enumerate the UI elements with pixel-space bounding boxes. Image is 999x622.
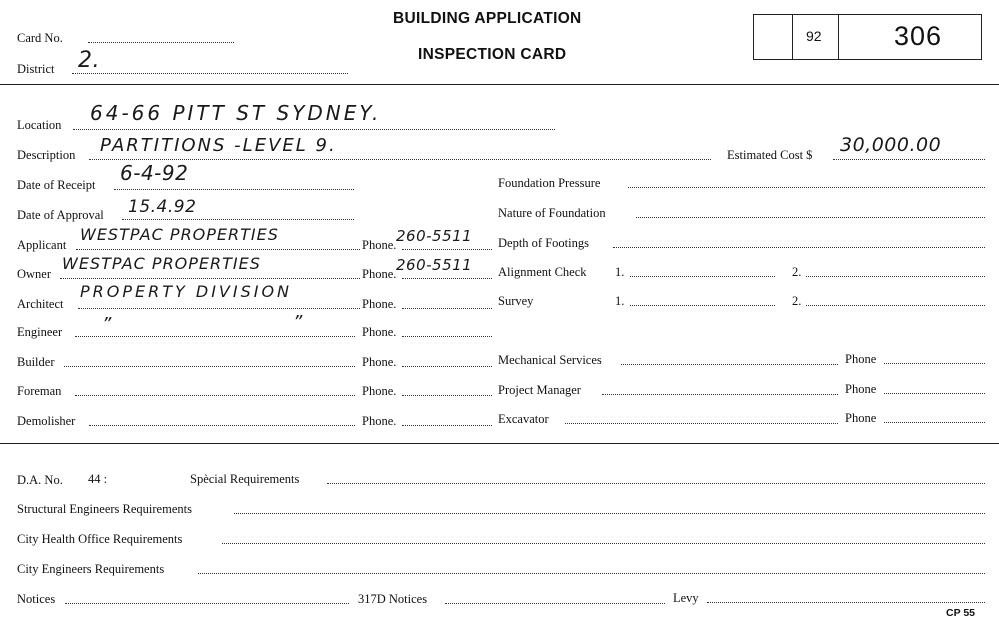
levy-field[interactable] [707,602,985,603]
location-field[interactable] [73,129,555,130]
estimated-cost-label: Estimated Cost $ [727,148,813,162]
engineer-phone-label: Phone. [362,325,397,339]
survey-num-1: 1. [615,294,625,308]
city-engineers-requirements-label: City Engineers Requirements [17,562,165,576]
date-of-receipt-field[interactable] [114,189,354,190]
engineer-ditto-2: ” [293,312,303,333]
owner-phone-field[interactable] [402,278,492,279]
location-label: Location [17,118,62,132]
notices-317d-field[interactable] [445,603,665,604]
demolisher-field[interactable] [89,425,355,426]
foreman-phone-field[interactable] [402,395,492,396]
foreman-field[interactable] [75,395,355,396]
owner-field[interactable] [60,278,360,279]
card-no-field[interactable] [88,42,234,43]
depth-of-footings-label: Depth of Footings [498,236,589,250]
health-requirements-label: City Health Office Requirements [17,532,183,546]
location-value: 64-66 PITT ST SYDNEY. [90,101,382,125]
form-code: CP 55 [946,607,975,619]
district-field[interactable] [72,73,348,74]
requirements-divider [0,443,999,444]
alignment-check-label: Alignment Check [498,265,587,279]
city-engineers-requirements-field[interactable] [198,573,985,574]
notices-label: Notices [17,592,56,606]
nature-of-foundation-field[interactable] [636,217,985,218]
da-no-value: 44 : [88,472,108,486]
architect-phone-field[interactable] [402,308,492,309]
owner-phone-value: 260-5511 [396,256,473,274]
card-no-label: Card No. [17,31,63,45]
description-field[interactable] [89,159,711,160]
structural-requirements-field[interactable] [234,513,985,514]
architect-value: PROPERTY DIVISION [80,282,293,301]
architect-field[interactable] [78,308,360,309]
date-of-approval-field[interactable] [122,219,354,220]
builder-phone-field[interactable] [402,366,492,367]
demolisher-phone-label: Phone. [362,414,397,428]
date-of-approval-label: Date of Approval [17,208,104,222]
estimated-cost-field[interactable] [833,159,985,160]
survey-field-2[interactable] [806,305,985,306]
special-requirements-field[interactable] [327,483,985,484]
date-of-receipt-label: Date of Receipt [17,178,96,192]
alignment-check-field-2[interactable] [806,276,985,277]
applicant-value: WESTPAC PROPERTIES [80,225,279,244]
card-number-box [753,14,982,60]
mechanical-services-phone-field[interactable] [884,363,985,364]
header-divider [0,84,999,85]
title-line-2: INSPECTION CARD [418,46,567,63]
demolisher-label: Demolisher [17,414,76,428]
date-of-approval-value: 15.4.92 [128,197,197,217]
da-no-label: D.A. No. [17,473,63,487]
project-manager-phone-field[interactable] [884,393,985,394]
excavator-label: Excavator [498,412,549,426]
demolisher-phone-field[interactable] [402,425,492,426]
card-year: 92 [806,28,822,44]
engineer-phone-field[interactable] [402,336,492,337]
card-number-box-blank-cell [754,15,793,59]
notices-317d-label: 317D Notices [358,592,428,606]
excavator-phone-field[interactable] [884,422,985,423]
builder-phone-label: Phone. [362,355,397,369]
engineer-ditto-1: ” [102,314,112,335]
builder-field[interactable] [64,366,355,367]
health-requirements-field[interactable] [222,543,985,544]
engineer-label: Engineer [17,325,63,339]
description-label: Description [17,148,76,162]
foundation-pressure-field[interactable] [628,187,985,188]
project-manager-label: Project Manager [498,383,581,397]
alignment-check-num-2: 2. [792,265,802,279]
title-line-1: BUILDING APPLICATION [393,10,582,27]
foundation-pressure-label: Foundation Pressure [498,176,601,190]
district-label: District [17,62,55,76]
depth-of-footings-field[interactable] [613,247,985,248]
alignment-check-field-1[interactable] [630,276,775,277]
survey-label: Survey [498,294,534,308]
structural-requirements-label: Structural Engineers Requirements [17,502,192,516]
architect-label: Architect [17,297,64,311]
survey-field-1[interactable] [630,305,775,306]
mechanical-services-label: Mechanical Services [498,353,602,367]
applicant-phone-label: Phone. [362,238,397,252]
special-requirements-label: Spècial Requirements [190,472,300,486]
builder-label: Builder [17,355,55,369]
project-manager-field[interactable] [602,394,838,395]
owner-phone-label: Phone. [362,267,397,281]
card-number: 306 [894,21,943,51]
notices-field[interactable] [65,603,349,604]
applicant-phone-field[interactable] [402,249,492,250]
applicant-phone-value: 260-5511 [396,227,473,245]
alignment-check-num-1: 1. [615,265,625,279]
architect-phone-label: Phone. [362,297,397,311]
mechanical-services-field[interactable] [621,364,838,365]
description-value: PARTITIONS -LEVEL 9. [100,135,337,156]
nature-of-foundation-label: Nature of Foundation [498,206,606,220]
excavator-field[interactable] [565,423,838,424]
engineer-field[interactable] [75,336,355,337]
excavator-phone-label: Phone [845,411,877,425]
levy-label: Levy [673,591,699,605]
date-of-receipt-value: 6-4-92 [120,161,189,185]
applicant-field[interactable] [76,249,360,250]
foreman-label: Foreman [17,384,62,398]
estimated-cost-value: 30,000.00 [840,134,942,156]
foreman-phone-label: Phone. [362,384,397,398]
project-manager-phone-label: Phone [845,382,877,396]
district-value: 2. [78,48,100,73]
survey-num-2: 2. [792,294,802,308]
owner-value: WESTPAC PROPERTIES [62,254,261,273]
owner-label: Owner [17,267,52,281]
applicant-label: Applicant [17,238,67,252]
mechanical-services-phone-label: Phone [845,352,877,366]
